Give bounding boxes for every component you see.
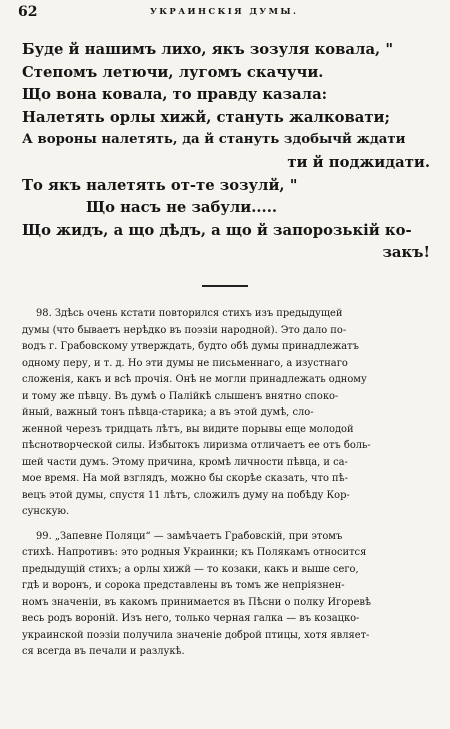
notes-block (22, 306, 432, 661)
note-line: и тому же пѣвцу. Въ думѣ о Палійкѣ слышенъ внятно споко- (22, 390, 339, 402)
verse-line: закъ! (382, 244, 430, 262)
note-line: одному перу, и т. д. Но эти думы не письменнаго, а изустнаго (22, 357, 348, 369)
note-line: предыдущій стихъ; а орлы хижй — то козаки, какъ и выше сего, (22, 563, 359, 575)
note-line: мое время. На мой взглядъ, можно бы скорѣе сказать, что пѣ- (22, 473, 348, 484)
verse-line: Степомъ летючи, лугомъ скачучи. (22, 63, 324, 81)
verse-line: Що вона ковала, то правду казала: (22, 86, 328, 104)
note-line: вецъ этой думы, спустя 11 лѣтъ, сложилъ думу на побѣду Кор- (22, 489, 350, 501)
note-line: йный, важный тонъ пѣвца-старика; а въ этой думѣ, сло- (22, 407, 314, 418)
note-line: думы (что бываетъ нерѣдко въ поэзіи народной). Это дало по- (22, 324, 347, 336)
verse-line: Що насъ не забули..... (86, 199, 278, 217)
note-line: пѣснотворческой силы. Избытокъ лиризма отличаетъ ее отъ боль- (22, 440, 371, 451)
note-line: сунскую. (22, 506, 70, 517)
note-line: украинской поэзіи получила значеніе доброй птицы, хотя являет- (22, 629, 370, 641)
note-line: гдѣ и воронъ, и сорока представлены въ томъ же непріязнен- (22, 580, 345, 591)
note-line: ся всегда въ печали и разлукѣ. (22, 646, 185, 657)
note-line: водъ г. Грабовскому утверждать, будто обѣ думы принадлежатъ (22, 341, 359, 352)
verse-line: ти й поджидати. (287, 153, 430, 171)
note-line: стихѣ. Напротивъ: это родныя Украинки; къ Полякамъ относится (22, 547, 367, 558)
note-line: сложенія, какъ и всѣ прочія. Онѣ не могли принадлежать одному (22, 374, 367, 385)
verse-line: А вороны налетять, да й стануть здобычй ждати (22, 132, 406, 148)
page-number: 62 (18, 4, 38, 20)
note-line: номъ значеніи, въ какомъ принимается въ Пѣсни о полку Игоревѣ (22, 596, 371, 608)
verse-line: Що жидъ, а що дѣдъ, а що й запорозькій ко- (22, 221, 412, 239)
section-divider (202, 285, 248, 287)
note-line: женной черезъ тридцать лѣтъ, вы видите порывы еще молодой (22, 423, 354, 435)
note-line: шей части думъ. Этому причина, кромѣ личности пѣвца, и са- (22, 456, 348, 468)
verse-line: Налетять орлы хижй, стануть жалковати; (22, 108, 390, 126)
verse-block (22, 39, 430, 265)
note-gap (22, 521, 432, 529)
running-title: УКРАИНСКІЯ ДУМЫ. (150, 7, 299, 17)
note-line: 99. „Запевне Поляци“ — замѣчаетъ Грабовскій, при этомъ (36, 530, 343, 542)
note-line: 98. Здѣсь очень кстати повторился стихъ изъ предыдущей (36, 308, 343, 319)
page-header (0, 4, 450, 22)
verse-line: Буде й нашимъ лихо, якъ зозуля ковала, " (22, 41, 394, 58)
note-line: весь родъ вороній. Изъ него, только черная галка — въ козацко- (22, 613, 360, 624)
verse-line: То якъ налетять от-те зозулй, " (22, 176, 298, 194)
